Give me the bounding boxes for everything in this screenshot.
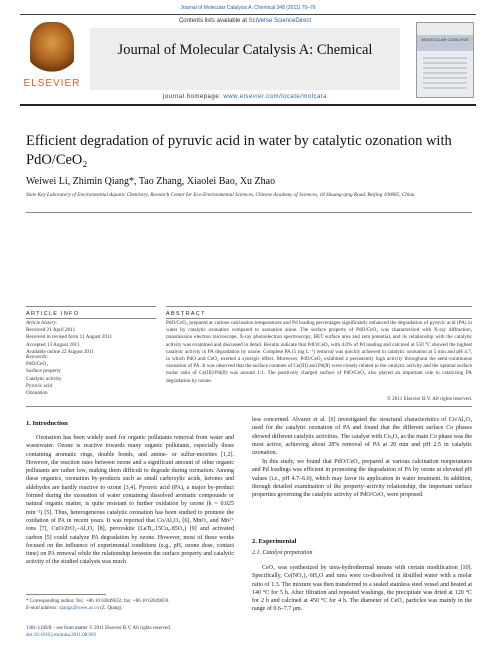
email-label: E-mail address: [26, 606, 58, 611]
email-line [26, 605, 236, 612]
article-info-label: ARTICLE INFO [26, 311, 80, 317]
journal-title-box [90, 28, 400, 90]
contents-line [90, 18, 400, 24]
article-info-rule [26, 306, 156, 307]
article-history [26, 320, 156, 356]
cover-title: MOLECULAR CATALYSIS [421, 37, 469, 42]
introduction-heading: 1. Introduction [26, 420, 68, 427]
abstract-text: PdO/CeO₂ prepared at various calcination temperatures and Pd loading percentages significantly enhanced the degradation of pyruvic acid (PA) in water by catalytic ozonation compared to ozonation alone. The surface property of PdO/CeO₂ was characterized with X-ray diffraction, transmission electron microscope, X-ray photoelectron spectroscopy, BET surface area and zeta potential, and its relationship with the catalytic activity was examined and discussed in detail. Results indicate that PdO/CeO₂ with 4.0% of Pd loading and calcined at 550 °C showed the highest catalytic activity in PA degradation by ozone. Complete PA (5 mg L⁻¹) removal was quickly achieved in catalytic ozonation at 5 min and pH 4.7, in which PdO and CeO₂ exerted a synergic effect. Moreover, PdO/CeO₂ exhibited a persistently high activity throughout the semi-continuous ozonation of PA. It was observed that the surface contents of Ce(III) and Pd(II) were closely related to the catalytic activity and the optimal surface molar ratio of Ce(III)/Pd(II) was around 1:1. The positively charged surface of PdO/CeO₂ also played an important role in catalyzing PA degradation by ozone. [166, 320, 472, 384]
introduction-paragraph-right-1: less concerned. Alvarez et al. [6] investigated the structural characteristics of Co/Al₂O₃ used for the catalytic ozonation of PA and found that the different surface Co phases showed different catalytic activities. The catalyst with Co₃O₄ as the main Co phase was the most active, achieving about 28% removal of PA at 20 min and pH 2.5 in catalytic ozonation. [252, 417, 472, 457]
cover-body [423, 57, 467, 91]
homepage-prefix: journal homepage: [163, 94, 222, 100]
author-list: Weiwei Li, Zhimin Qiang*, Tao Zhang, Xiaolei Bao, Xu Zhao [26, 176, 276, 187]
journal-masthead [20, 14, 476, 114]
journal-reference[interactable]: Journal of Molecular Catalysis A: Chemical 348 (2011) 70–76 [180, 5, 316, 11]
article-info-rule-bottom [26, 318, 156, 319]
journal-title: Journal of Molecular Catalysis A: Chemical [117, 42, 373, 58]
catalyst-preparation-paragraph: CeO₂ was synthesized by urea-hydrothermal means with certain modification [10]. Specifically, Ce(NO₃)₃·6H₂O and urea were co-dissolved in distilled water with a molar ratio of 1:3. The mixture was then transferred to a sealed stainless steel vessel and heated at 140 °C for 5 h. After filtration and repeated washings, the precipitate was dried at 120 °C for 2 h and calcined at 450 °C for 4 h. The diameter of CeO₂ particles was mainly in the range of 0.6–7.7 μm. [252, 565, 472, 613]
revised-date: Received in revised form 11 August 2011 [26, 334, 113, 341]
keyword-item: Pyruvic acid [26, 382, 53, 389]
homepage-link[interactable]: www.elsevier.com/locate/molcata [223, 94, 327, 100]
abstract-rule [166, 306, 472, 307]
footnote-rule [26, 594, 106, 595]
keyword-item: Surface property [26, 368, 61, 375]
abstract-rule-bottom [166, 318, 472, 319]
corresponding-author-footnote [26, 598, 236, 612]
keyword-item: PdO/CeO₂ [26, 361, 48, 368]
keyword-list [26, 354, 156, 397]
abstract-label: ABSTRACT [166, 311, 206, 317]
experimental-heading: 2. Experimental [252, 538, 297, 545]
received-date: Received 21 April 2011 [26, 327, 76, 334]
issn-line: 1381-1169/$ – see front matter © 2011 Elsevier B.V. All rights reserved. [26, 626, 171, 631]
journal-homepage [90, 94, 400, 100]
catalyst-preparation-subheading: 2.1. Catalyst preparation [252, 550, 313, 556]
masthead-bottom-rule [20, 104, 476, 106]
introduction-paragraph-left: Ozonation has been widely used for organic pollutants removal from water and wastewater. Ozone is reactive towards many organic pollutants, especially those containing aromatic rings, double bonds, and amine- or sulfur-moieties [1,2]. However, the reaction rates between ozone and a significant amount of other organic pollutants are rather low, making them difficult to degrade during ozonation. Among these organics, ozonation by-products such as small carboxylic acids, ketones and aldehydes are hardly reactive to ozone [3,4]. Pyruvic acid (PA), a major by-product formed during the ozonation of water containing dissolved aromatic compounds or natural organic matter, is quite resistant to further oxidation by ozone (k = 0.025 min⁻¹) [5]. Thus, heterogeneous catalytic ozonation has been studied to promote the oxidation of PA in recent years. It was reported that Co/Al₂O₃ [6], MnO₂ and Mn²⁺ ions [7], CuO/ZrO₂–Al₂O₃ [8], perovskite (LaTi₀.15Cu₀.85O₃) [9] and activated carbon [5] could catalyze PA degradation by ozone. However, most of these works focused on the influence of experimental conditions (e.g., pH, ozone dose, contact time) on PA removal while the relationship between the surface property and catalytic activity of the studied catalysts was much [26, 435, 234, 566]
email-link[interactable]: qiangz@rcees.ac.cn [59, 606, 100, 611]
author-affiliation: State Key Laboratory of Environmental Aquatic Chemistry, Research Center for Eco-Environmental Sciences, Chinese Academy of Sciences, 18 Shuang-qing Road, Beijing 100085, China [26, 192, 415, 198]
online-date: Available online 22 August 2011 [26, 348, 95, 355]
title-divider [26, 212, 472, 213]
elsevier-logo [22, 22, 82, 98]
elsevier-tree-icon [30, 22, 74, 74]
publisher-name: ELSEVIER [23, 78, 81, 89]
corresponding-author: * Corresponding author. Tel.: +86 10 62849632; fax: +86 10 62849659. [26, 599, 170, 604]
publication-info [26, 625, 236, 639]
keyword-item: Ozonation [26, 390, 48, 397]
keyword-item: Catalytic activity [26, 375, 62, 382]
abstract-end-divider [26, 406, 472, 407]
history-label: Article history: [26, 320, 58, 326]
masthead-top-rule [20, 14, 476, 15]
doi-link[interactable]: doi:10.1016/j.molcata.2011.08.003 [26, 633, 96, 638]
email-suffix: (Z. Qiang). [100, 606, 123, 611]
abstract-copyright: © 2011 Elsevier B.V. All rights reserved. [386, 396, 472, 402]
keywords-label: Keywords: [26, 354, 49, 360]
accepted-date: Accepted 13 August 2011 [26, 341, 80, 348]
article-title: Efficient degradation of pyruvic acid in water by catalytic ozonation with PdO/CeO₂ [26, 133, 452, 168]
introduction-paragraph-right-2: In this study, we found that PdO/CeO₂ prepared at various calcination temperatures and Pd loadings was efficient in promoting the degradation of PA by ozone at elevated pH values (i.e., pH 4.7–6.0), which may favor its application in water treatment. In addition, through detailed examination of the property–activity relationship, the important surface properties governing the catalytic activity of PdO/CeO₂ were proposed. [252, 459, 472, 499]
contents-prefix: Contents lists available at [178, 18, 247, 24]
journal-cover-image [416, 22, 474, 98]
sciencedirect-link[interactable]: SciVerse ScienceDirect [248, 18, 312, 24]
